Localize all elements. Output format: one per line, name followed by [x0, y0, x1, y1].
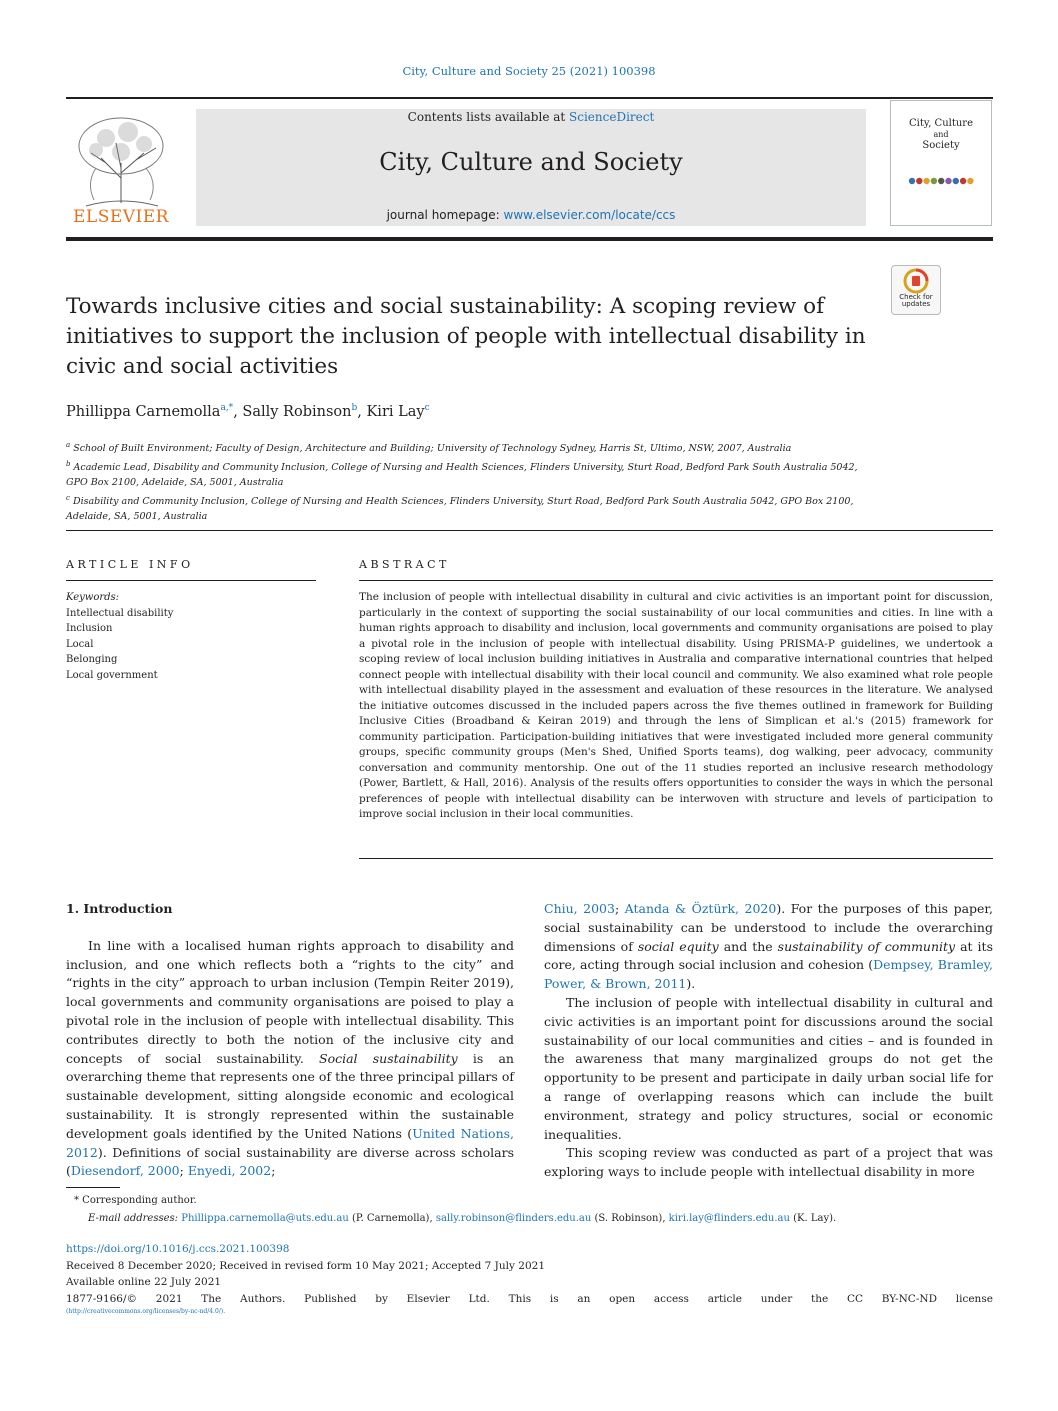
citation-link[interactable]: Dempsey, Bramley, Power, & Brown, 2011 [544, 957, 993, 992]
license-statement [66, 1291, 993, 1308]
license-word: CC [846, 1292, 864, 1305]
divider [66, 580, 316, 581]
body-emphasis: sustainability of community [777, 938, 956, 954]
citation-separator: ; [179, 1163, 188, 1179]
cover-dot [938, 178, 944, 184]
divider [66, 530, 993, 531]
footnote-rule [66, 1187, 120, 1188]
body-text: and the [718, 938, 778, 954]
body-emphasis: Social sustainability [319, 1050, 458, 1066]
license-word: the [810, 1292, 829, 1305]
keyword: Intellectual disability [66, 607, 174, 619]
body-paragraph [544, 900, 993, 994]
license-link[interactable]: (http://creativecommons.org/licenses/by-nc-nd/4.0/). [66, 1308, 226, 1315]
check-updates-label [891, 294, 941, 308]
author-affiliation-mark[interactable]: c [424, 403, 430, 413]
body-text: In line with a localised human rights approach to disability and inclusion, and one which reflects both a “rights to the city” and “rights in the city” approach to urban inclusion (Tempin Reiter 2019), local governments and community organisations are poised to play a pivotal role in the inclusion of people with intellectual disability. This contributes directly to both the notion of the inclusive city and concepts of social sustainability. [66, 937, 514, 1066]
body-column-right [544, 900, 993, 1182]
license-word: is [549, 1292, 559, 1305]
body-paragraph [66, 937, 514, 1181]
affiliations [66, 438, 866, 525]
license-word: Published [304, 1292, 357, 1305]
affiliation-text: School of Built Environment; Faculty of Design, Architecture and Building; University of Technology Sydney, Harris St, Ultimo, NSW, 2007, Australia [73, 443, 792, 455]
cover-dot [909, 178, 915, 184]
author-separator: , [233, 403, 243, 420]
homepage-link[interactable]: www.elsevier.com/locate/ccs [503, 208, 676, 222]
license-word: under [760, 1292, 793, 1305]
contents-availability [196, 110, 866, 124]
email-owner: (K. Lay). [789, 1213, 837, 1224]
corresponding-author-note: * Corresponding author. [74, 1195, 197, 1206]
cover-title-line-2: and [933, 130, 949, 139]
license-word: by [375, 1292, 388, 1305]
homepage-prefix: journal homepage: [386, 208, 504, 222]
keyword: Belonging [66, 654, 118, 665]
cover-dot [960, 178, 966, 184]
cover-title-line-3: Society [922, 140, 960, 151]
body-paragraph: The inclusion of people with intellectual disability in cultural and civic activities is an important point for discussions around the social sustainability of our local communities and cities – and is founded in the awareness that many marginalized groups do not get the opportunity to be present and participate in daily urban social life for a range of overlapping reasons which can include the built environment, strategy and policy structures, social or economic inequalities. [544, 994, 993, 1142]
author-affiliation-mark[interactable]: a,* [220, 403, 234, 413]
body-text: at its core, acting through social inclusion and cohesion ( [544, 938, 993, 973]
journal-cover-title [892, 118, 990, 151]
divider [359, 858, 993, 859]
affiliation-mark: a [66, 441, 71, 449]
license-word: Authors. [240, 1292, 286, 1305]
affiliation-mark: c [66, 493, 70, 502]
check-updates-icon [903, 268, 929, 294]
citation-link[interactable]: Atanda & Öztürk, 2020 [624, 901, 777, 916]
license-word: article [707, 1292, 742, 1305]
license-word: access [653, 1292, 689, 1305]
check-updates-line-2: updates [901, 300, 931, 308]
affiliation-mark: b [66, 459, 71, 468]
abstract-heading: ABSTRACT [359, 558, 450, 571]
keywords-label: Keywords: [66, 592, 120, 603]
email-label: E-mail addresses: [88, 1213, 182, 1224]
email-addresses [66, 1210, 993, 1228]
check-updates-line-1: Check for [899, 293, 933, 301]
abstract-text: The inclusion of people with intellectual disability in cultural and civic activities is an important point for discussion, particularly in the context of supporting the social sustainability of our local communities and cities. In line with a human rights approach to disability and inclusion, local governments and community organisations are poised to play a pivotal role in the inclusion of people with intellectual disability. Using PRISMA-P guidelines, we undertook a scoping review of local inclusion building initiatives in Australia and comparative international countries that helped connect people with intellectual disability with their local council and community. We also examined what role people with intellectual disability played in the assessment and evaluation of these resources in the literature. We analysed the initiative outcomes discussed in the included papers across the five themes outlined in framework for Building Inclusive Cities (Broadband & Keiran 2019) and through the lens of Simplican et al.'s (2015) framework for community participation. Participation-building initiatives that were investigated included more general community groups, specific community groups (Men's Shed, Unified Sports teams), dog walking, peer advocacy, community conversation and community mentorship. One out of the 11 studies reported an inclusive research methodology (Power, Bartlett, & Hall, 2016). Analysis of the results offers opportunities to consider the ways in which the personal preferences of people with intellectual disability can be interwoven with structure and levels of participation to improve social inclusion in their local communities. [359, 591, 993, 820]
author-name[interactable]: Sally Robinson [242, 403, 352, 420]
contents-prefix: Contents lists available at [407, 110, 570, 124]
email-owner: (S. Robinson), [591, 1213, 669, 1224]
divider [359, 580, 993, 581]
license-word: 1877-9166/© [66, 1292, 138, 1305]
affiliation [66, 438, 866, 457]
article-info-heading: ARTICLE INFO [66, 558, 194, 571]
citation-link[interactable]: Enyedi, 2002 [187, 1163, 272, 1179]
citation-link[interactable]: United Nations, 2012 [66, 1125, 515, 1160]
license-word: open [609, 1292, 636, 1305]
citation-close: ). [686, 976, 696, 992]
license-word: license [955, 1292, 993, 1305]
affiliation [66, 457, 866, 491]
cover-dots-graphic [906, 168, 976, 194]
cover-dot [945, 178, 951, 184]
body-emphasis: social equity [637, 938, 719, 954]
header-top-rule [66, 97, 993, 99]
license-word: This [508, 1292, 532, 1305]
body-text: ). Definitions of social sustainability are diverse across scholars ( [66, 1144, 514, 1179]
author-affiliation-mark[interactable]: b [351, 403, 358, 413]
sciencedirect-link[interactable]: ScienceDirect [569, 110, 655, 124]
journal-title: City, Culture and Society [379, 148, 683, 176]
license-word: BY-NC-ND [881, 1292, 937, 1305]
license-word: an [577, 1292, 591, 1305]
email-owner: (P. Carnemolla), [348, 1213, 436, 1224]
author-name[interactable]: Phillippa Carnemolla [66, 403, 221, 420]
author-list [66, 403, 430, 420]
cover-dot [923, 178, 929, 184]
license-word: 2021 [155, 1292, 183, 1305]
email-link[interactable]: kiri.lay@flinders.edu.au [668, 1213, 790, 1224]
body-text: is an overarching theme that represents one of the three principal pillars of sustainable development, sitting alongside economic and ecological sustainability. It is strongly represented within the sustainable development goals identified by the United Nations ( [66, 1050, 514, 1141]
keyword: Local [66, 638, 94, 650]
citation-link[interactable]: Diesendorf, 2000 [70, 1163, 180, 1179]
author-name[interactable]: Kiri Lay [366, 403, 425, 420]
doi-link[interactable]: https://doi.org/10.1016/j.ccs.2021.100398 [66, 1243, 290, 1255]
email-link[interactable]: Phillippa.carnemolla@uts.edu.au [181, 1213, 349, 1224]
cover-dot [931, 178, 937, 184]
paper-title: Towards inclusive cities and social sustainability: A scoping review of initiatives to support the inclusion of people with intellectual disability in civic and social activities [66, 294, 866, 379]
cover-dot [967, 178, 973, 184]
section-heading: 1. Introduction [66, 901, 173, 916]
author-separator: , [357, 403, 367, 420]
body-column-left [66, 900, 514, 1181]
cover-dot [916, 178, 922, 184]
journal-homepage [196, 208, 866, 222]
elsevier-wordmark: ELSEVIER [73, 207, 169, 227]
citation-separator: ; [271, 1163, 276, 1179]
cover-title-line-1: City, Culture [909, 118, 973, 129]
citation-separator: ; [614, 901, 625, 916]
citation-link[interactable]: Chiu, 2003 [544, 901, 615, 916]
received-dates: Received 8 December 2020; Received in revised form 10 May 2021; Accepted 7 July 2021 [66, 1259, 545, 1272]
article-metadata [66, 1241, 993, 1317]
email-link[interactable]: sally.robinson@flinders.edu.au [435, 1213, 592, 1224]
affiliation-text: Academic Lead, Disability and Community Inclusion, College of Nursing and Health Sciences, Flinders University, Sturt Road, Bedford Park South Australia 5042, GPO Box 2100, Adelaide, SA, 5001, Australia [66, 461, 858, 489]
available-online: Available online 22 July 2021 [66, 1276, 222, 1288]
header-bottom-rule [66, 237, 993, 241]
keyword: Inclusion [66, 623, 113, 634]
license-word: Ltd. [468, 1292, 490, 1305]
body-paragraph: This scoping review was conducted as part of a project that was exploring ways to include people with intellectual disability in more [544, 1145, 993, 1180]
cover-dot [953, 178, 959, 184]
affiliation [66, 491, 866, 525]
affiliation-text: Disability and Community Inclusion, College of Nursing and Health Sciences, Flinders University, Sturt Road, Bedford Park South Australia 5042, GPO Box 2100, Adelaide, SA, 5001, Australia [66, 495, 854, 523]
license-word: Elsevier [406, 1292, 450, 1305]
journal-reference[interactable]: City, Culture and Society 25 (2021) 100398 [402, 64, 656, 78]
footnotes [66, 1192, 993, 1228]
body-text: ). For the purposes of this paper, social sustainability can be understood to include the overarching dimensions of [544, 901, 994, 954]
keywords-block [66, 590, 316, 683]
keyword: Local government [66, 669, 158, 681]
license-word: The [201, 1292, 222, 1305]
